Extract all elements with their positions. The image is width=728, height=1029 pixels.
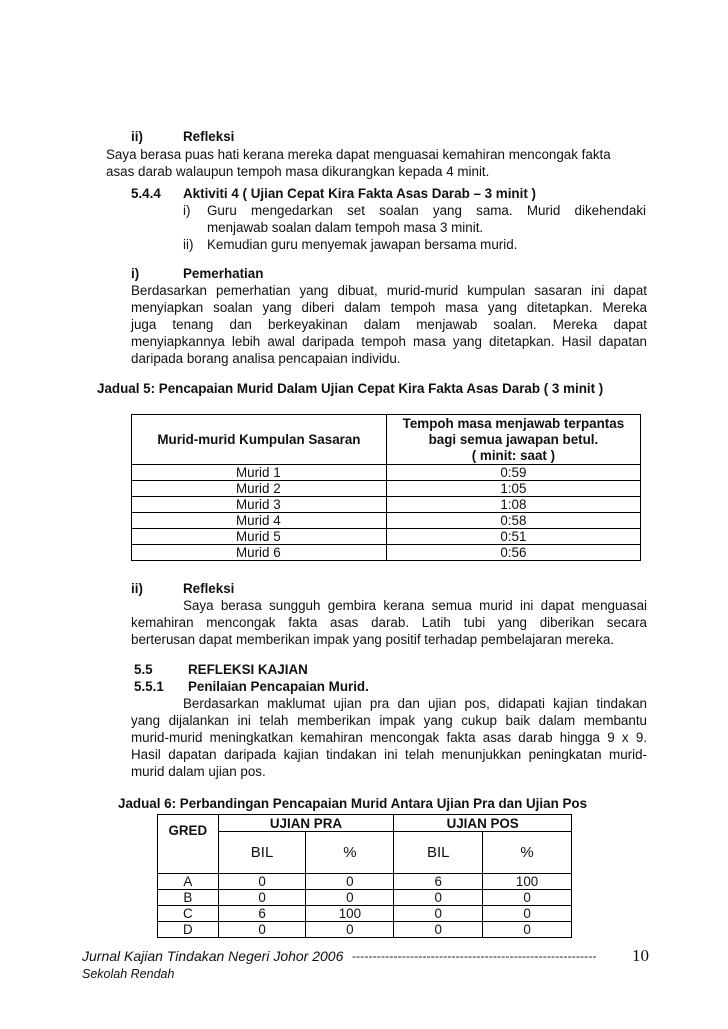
- table5-header-time-line: Tempoh masa menjawab terpantas: [402, 415, 625, 431]
- table5-student: Murid 5: [132, 529, 387, 545]
- table6-header-pra-bil: BIL: [218, 832, 306, 874]
- table5-time: 0:59: [386, 465, 640, 481]
- table6-header-pos-pct: %: [483, 832, 572, 874]
- s4-number: ii): [131, 581, 143, 596]
- s5-sub-heading: Penilaian Pencapaian Murid.: [188, 679, 369, 694]
- s5-number: 5.5: [134, 662, 153, 677]
- table5-time: 0:56: [386, 545, 640, 561]
- table6-pra-pct: 0: [306, 890, 394, 906]
- table6-header-gred: GRED: [158, 815, 219, 874]
- s3-text-line: menyiapkan soalan yang diberi dalam tempoh masa yang ditetapkan. Mereka: [131, 300, 647, 315]
- table-row: [132, 481, 641, 497]
- table5-student: Murid 6: [132, 545, 387, 561]
- table-row: [158, 922, 572, 938]
- table5-time: 1:05: [386, 481, 640, 497]
- table6-pra-bil: 6: [218, 906, 306, 922]
- table6-pra-bil: 0: [218, 922, 306, 938]
- table5-time: 0:51: [386, 529, 640, 545]
- table6-grade: B: [158, 890, 219, 906]
- s3-heading: Pemerhatian: [183, 266, 264, 281]
- table6-pos-pct: 100: [483, 874, 572, 890]
- table6-pos-bil: 0: [394, 906, 483, 922]
- table6-caption: Jadual 6: Perbandingan Pencapaian Murid Antara Ujian Pra dan Ujian Pos: [118, 796, 588, 811]
- footer-journal: Jurnal Kajian Tindakan Negeri Johor 2006: [82, 948, 344, 964]
- table5-caption: Jadual 5: Pencapaian Murid Dalam Ujian Cepat Kira Fakta Asas Darab ( 3 minit ): [97, 381, 604, 396]
- table6-pos-bil: 0: [394, 922, 483, 938]
- s4-heading: Refleksi: [183, 581, 235, 596]
- s3-text-line: daripada borang analisa pencapaian individu.: [131, 351, 401, 366]
- table5-header-time-line: ( minit: saat ): [471, 447, 556, 463]
- s1-text-line: asas darab walaupun tempoh masa dikurangkan kepada 4 minit.: [106, 164, 490, 179]
- table5-student: Murid 2: [132, 481, 387, 497]
- s2-item-i-line: menjawab soalan dalam tempoh masa 3 minit.: [207, 220, 484, 235]
- s3-text-line: menyiapkannya lebih awal daripada tempoh masa yang ditetapkan. Hasil dapatan: [131, 334, 647, 349]
- s5-heading: REFLEKSI KAJIAN: [188, 662, 308, 677]
- s5-text-line: murid dalam ujian pos.: [131, 764, 266, 779]
- footer-dashes: -----------------------------------------------------------: [352, 949, 597, 963]
- table6-pra-pct: 0: [306, 874, 394, 890]
- table6-pra-bil: 0: [218, 890, 306, 906]
- table6: [157, 814, 572, 938]
- table-row: [132, 529, 641, 545]
- table5-header-time: [386, 415, 640, 465]
- table6-header-pos: UJIAN POS: [394, 815, 572, 832]
- table5-time: 1:08: [386, 497, 640, 513]
- table6-pos-pct: 0: [483, 922, 572, 938]
- s4-text-line: kemahiran mencongak fakta asas darab. Latih tubi yang diberikan secara: [131, 615, 647, 630]
- s3-text-line: juga tenang dan berkeyakinan dalam menjawab soalan. Mereka dapat: [131, 317, 647, 332]
- s2-item-ii-number: ii): [183, 237, 194, 252]
- table6-header-pra: UJIAN PRA: [218, 815, 394, 832]
- s1-number: ii): [131, 129, 143, 144]
- table5-student: Murid 1: [132, 465, 387, 481]
- table6-pos-pct: 0: [483, 890, 572, 906]
- s2-item-ii-text: Kemudian guru menyemak jawapan bersama murid.: [207, 237, 518, 252]
- table-row: [158, 874, 572, 890]
- table6-pos-bil: 6: [394, 874, 483, 890]
- table-row: [132, 497, 641, 513]
- table6-grade: D: [158, 922, 219, 938]
- table6-header-pra-pct: %: [306, 832, 394, 874]
- s2-heading: Aktiviti 4 ( Ujian Cepat Kira Fakta Asas Darab – 3 minit ): [183, 186, 536, 201]
- table6-grade: A: [158, 874, 219, 890]
- s5-text-line: yang dijalankan ini telah memberikan impak yang cukup baik dalam membantu: [131, 713, 647, 728]
- s5-text-line: murid-murid meningkatkan kemahiran mencongak fakta asas darab hingga 9 x 9.: [131, 730, 647, 745]
- table5-header-time-line: bagi semua jawapan betul.: [428, 431, 599, 447]
- s5-text-line: Hasil dapatan daripada kajian tindakan ini telah menunjukkan peningkatan murid-: [131, 747, 647, 762]
- page-number: 10: [632, 946, 649, 965]
- table5-student: Murid 4: [132, 513, 387, 529]
- table5-header-students: Murid-murid Kumpulan Sasaran: [132, 415, 387, 465]
- s5-text-line: Berdasarkan maklumat ujian pra dan ujian pos, didapati kajian tindakan: [183, 696, 647, 711]
- table6-pra-pct: 0: [306, 922, 394, 938]
- table6-header-pos-bil: BIL: [394, 832, 483, 874]
- table6-grade: C: [158, 906, 219, 922]
- table5-student: Murid 3: [132, 497, 387, 513]
- s4-text-line: Saya berasa sungguh gembira kerana semua murid ini dapat menguasai: [183, 598, 647, 613]
- s5-sub-number: 5.5.1: [134, 679, 164, 694]
- table-row: [158, 906, 572, 922]
- s2-item-i-line: Guru mengedarkan set soalan yang sama. Murid dikehendaki: [207, 203, 646, 218]
- table-row: [132, 513, 641, 529]
- s1-heading: Refleksi: [183, 129, 235, 144]
- table-row: [132, 545, 641, 561]
- table-row: [132, 465, 641, 481]
- s2-number: 5.4.4: [131, 186, 161, 201]
- s4-text-line: berterusan dapat memberikan impak yang positif terhadap pembelajaran mereka.: [131, 632, 615, 647]
- footer-school: Sekolah Rendah: [82, 967, 175, 981]
- table6-pra-pct: 100: [306, 906, 394, 922]
- s1-text-line: Saya berasa puas hati kerana mereka dapat menguasai kemahiran mencongak fakta: [106, 147, 611, 162]
- table6-pos-bil: 0: [394, 890, 483, 906]
- table5-time: 0:58: [386, 513, 640, 529]
- s3-text-line: Berdasarkan pemerhatian yang dibuat, murid-murid kumpulan sasaran ini dapat: [131, 283, 647, 298]
- table-row: [158, 890, 572, 906]
- table6-pos-pct: 0: [483, 906, 572, 922]
- table6-pra-bil: 0: [218, 874, 306, 890]
- s2-item-i-number: i): [183, 203, 191, 218]
- table5: [131, 414, 641, 561]
- s3-number: i): [131, 266, 140, 281]
